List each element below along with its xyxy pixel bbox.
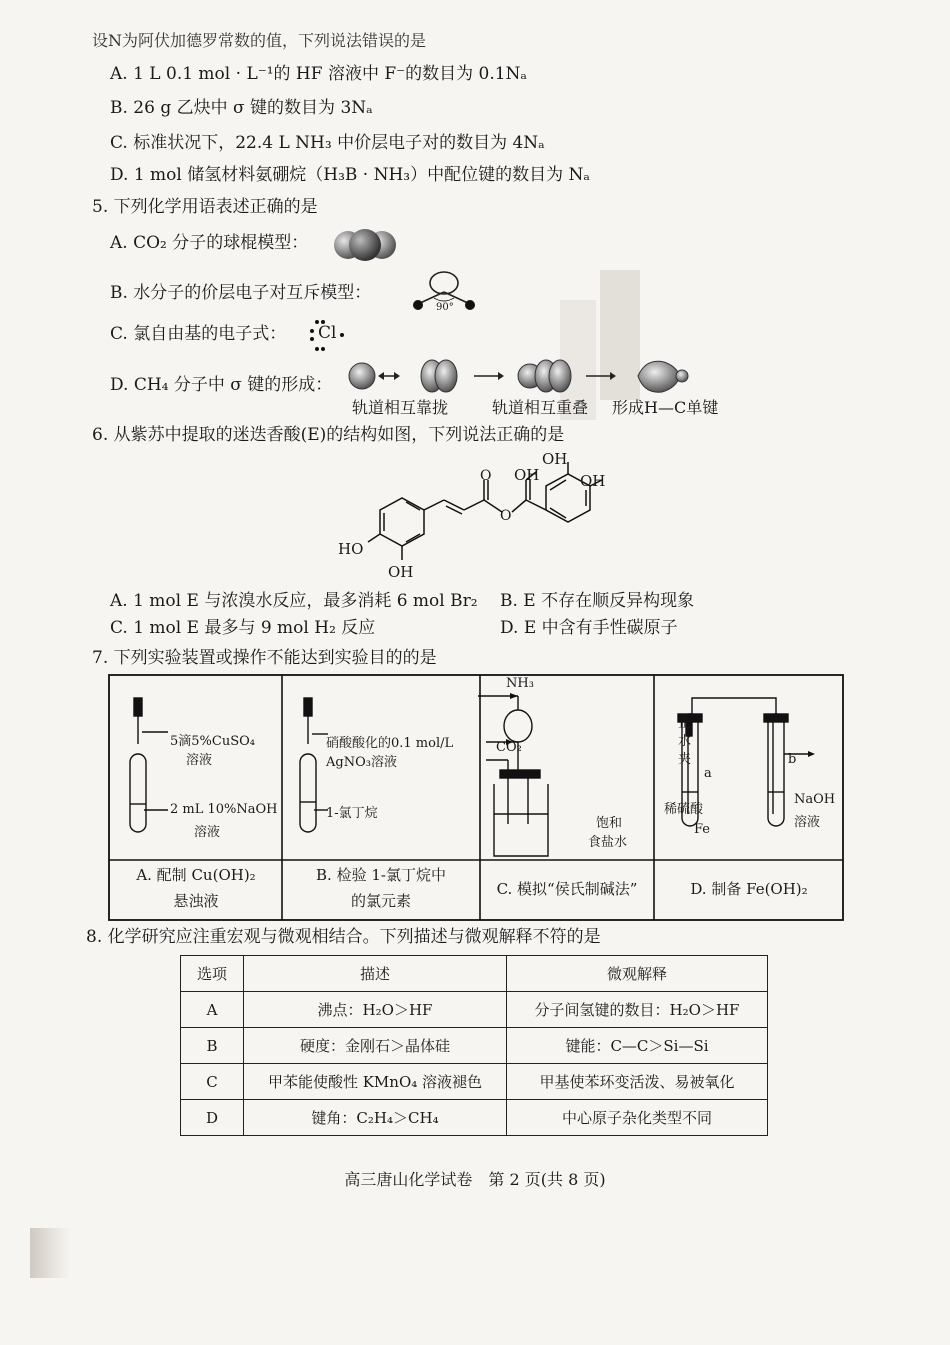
water-angle-label: 90° [436,302,454,313]
q6-option-a: A. 1 mol E 与浓溴水反应，最多消耗 6 mol Br₂ [110,591,478,611]
scan-shadow [30,1228,70,1278]
table-row [181,1064,768,1100]
ch4-step1-label: 轨道相互靠拢 [352,398,449,417]
q6-option-b: B. E 不存在顺反异构现象 [500,591,695,611]
q8-row-option: A [181,992,244,1028]
q6-stem: 6. 从紫苏中提取的迷迭香酸(E)的结构如图，下列说法正确的是 [92,425,565,445]
chlorine-symbol: Cl [318,323,337,343]
q8-row-option: C [181,1064,244,1100]
q4-option-b: B. 26 g 乙炔中 σ 键的数目为 3Nₐ [110,98,373,118]
q7a-caption-line1: A. 配制 Cu(OH)₂ [136,866,256,884]
q7b-caption-line2: 的氯元素 [350,892,411,910]
table-row [181,1100,768,1136]
q7b-reagent-chlorobutane: 1-氯丁烷 [326,806,378,821]
structure-ho-left: HO [338,540,364,558]
structure-oh-bottom: OH [388,563,414,581]
q7d-iron: Fe [694,822,711,837]
ch4-sigma-bond-diagram [346,354,692,398]
q7-stem: 7. 下列实验装置或操作不能达到实验目的的是 [92,648,437,668]
structure-oh-right: OH [580,472,606,490]
q7b-caption [284,862,478,914]
q5-option-d: D. CH₄ 分子中 σ 键的形成： [110,375,333,395]
q8-row-explanation: 中心原子杂化类型不同 [507,1100,768,1136]
q7c-gas-co2: CO₂ [496,740,522,755]
q8-stem: 8. 化学研究应注重宏观与微观相结合。下列描述与微观解释不符的是 [86,927,601,947]
q7a-reagent-naoh-solution: 溶液 [194,825,221,840]
q4-option-c: C. 标准状况下，22.4 L NH₃ 中价层电子对的数目为 4Nₐ [110,133,545,153]
q6-option-c: C. 1 mol E 最多与 9 mol H₂ 反应 [110,618,376,638]
q8-header-explanation: 微观解释 [507,956,768,992]
page-footer: 高三唐山化学试卷 第 2 页(共 8 页) [344,1170,606,1189]
q7b-caption-line1: B. 检验 1-氯丁烷中 [316,866,446,884]
q4-option-d: D. 1 mol 储氢材料氨硼烷（H₃B · NH₃）中配位键的数目为 Nₐ [110,165,590,185]
q7b-reagent-agno3-solution: AgNO₃溶液 [326,755,397,770]
q4-stem-cut: 设N为阿伏加德罗常数的值，下列说法错误的是 [92,31,427,50]
ch4-step3-label: 形成H—C单键 [612,398,719,417]
q7a-reagent-naoh: 2 mL 10%NaOH [170,802,278,817]
q8-table-header [181,956,768,992]
q8-row-option: D [181,1100,244,1136]
table-row [181,992,768,1028]
q7c-gas-nh3: NH₃ [506,676,534,691]
q7c-liquid-saturated: 饱和 [596,816,623,831]
q8-table [180,955,768,1136]
q5-option-a: A. CO₂ 分子的球棍模型： [110,233,309,253]
q8-row-explanation: 键能：C—C＞Si—Si [507,1028,768,1064]
q7a-caption [110,862,282,914]
structure-ester-o: O [500,508,512,524]
q7b-reagent-agno3: 硝酸酸化的0.1 mol/L [326,736,454,751]
q7d-naoh: NaOH [794,792,836,807]
q8-row-description: 键角：C₂H₄＞CH₄ [244,1100,507,1136]
q7d-naoh-solution: 溶液 [794,815,821,830]
q8-header-description: 描述 [244,956,507,992]
q7d-clamp-1: 止 [678,716,692,731]
q8-row-option: B [181,1028,244,1064]
q5-option-c: C. 氯自由基的电子式： [110,324,287,344]
q4-option-a: A. 1 L 0.1 mol · L⁻¹的 HF 溶液中 F⁻的数目为 0.1Nₐ [110,64,527,84]
q7a-reagent-cuso4-solution: 溶液 [186,753,213,768]
q7d-dilute-h2so4: 稀硫酸 [664,802,704,817]
structure-oh-acid: OH [514,466,540,484]
q5-option-b: B. 水分子的价层电子对互斥模型： [110,283,372,303]
q8-row-description: 甲苯能使酸性 KMnO₄ 溶液褪色 [244,1064,507,1100]
q7a-caption-line2: 悬浊液 [173,892,219,910]
q8-header-option: 选项 [181,956,244,992]
q7c-liquid-brine: 食盐水 [588,835,628,850]
co2-ball-stick-model [332,224,398,266]
q8-row-explanation: 分子间氢键的数目：H₂O＞HF [507,992,768,1028]
q7d-label-b: b [788,752,797,767]
structure-oh-top: OH [542,450,568,468]
structure-carbonyl-o: O [480,468,492,484]
q6-option-d: D. E 中含有手性碳原子 [500,618,678,638]
q7d-label-a: a [704,766,712,781]
q8-row-description: 沸点：H₂O＞HF [244,992,507,1028]
q8-row-explanation: 甲基使苯环变活泼、易被氧化 [507,1064,768,1100]
q7d-clamp-3: 夹 [678,752,692,767]
q7a-reagent-cuso4: 5滴5%CuSO₄ [170,734,255,749]
ch4-step2-label: 轨道相互重叠 [492,398,589,417]
q7d-clamp-2: 水 [678,734,692,749]
q7d-caption: D. 制备 Fe(OH)₂ [690,880,808,898]
q7c-caption: C. 模拟“侯氏制碱法” [496,880,638,898]
table-row [181,1028,768,1064]
q5-stem: 5. 下列化学用语表述正确的是 [92,197,318,217]
q8-row-description: 硬度：金刚石＞晶体硅 [244,1028,507,1064]
